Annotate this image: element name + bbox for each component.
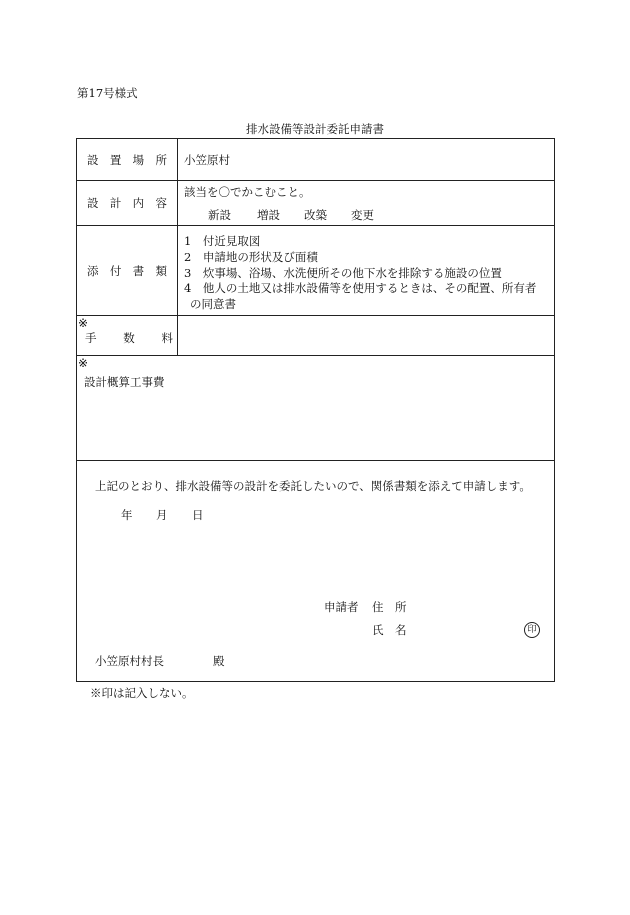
applicant-address-label: 住 所 — [372, 600, 407, 614]
fee-value-field[interactable] — [179, 324, 549, 352]
application-form-table — [76, 138, 555, 682]
row-divider — [77, 315, 554, 316]
document-title: 排水設備等設計委託申請書 — [246, 122, 384, 136]
location-label: 設 置 場 所 — [87, 153, 167, 167]
column-divider — [177, 139, 178, 355]
attachment-item-1: 1 付近見取図 — [184, 234, 261, 248]
design-content-label: 設 計 内 容 — [87, 196, 167, 210]
attachment-item-2: 2 申請地の形状及び面積 — [184, 250, 318, 264]
date-month: 月 — [156, 508, 168, 522]
declaration-text: 上記のとおり、排水設備等の設計を委託したいので、関係書類を添えて申請します。 — [95, 479, 531, 493]
attachment-item-3: 3 炊事場、浴場、水洗便所その他下水を排除する施設の位置 — [184, 266, 502, 280]
footnote: ※印は記入しない。 — [90, 686, 194, 700]
option-new: 新設 — [208, 208, 231, 222]
design-instruction: 該当を〇でかこむこと。 — [184, 185, 311, 199]
fee-mark: ※ — [78, 316, 89, 330]
estimated-cost-field[interactable] — [84, 391, 544, 453]
option-renovation: 改築 — [304, 208, 327, 222]
applicant-role: 申請者 — [324, 600, 359, 614]
seal-mark: 印 — [524, 622, 540, 638]
form-number: 第17号様式 — [77, 86, 138, 100]
row-divider — [77, 180, 554, 181]
date-day: 日 — [192, 508, 204, 522]
attachment-item-4-cont: の同意書 — [190, 297, 236, 311]
row-divider — [77, 355, 554, 356]
row-divider — [77, 460, 554, 461]
attachment-item-4: 4 他人の土地又は排水設備等を使用するときは、その配置、所有者 — [184, 281, 537, 295]
addressee-name: 小笠原村村長 — [95, 654, 164, 668]
date-year: 年 — [121, 508, 133, 522]
cost-mark: ※ — [78, 356, 89, 370]
attachments-label: 添 付 書 類 — [87, 264, 167, 278]
location-value: 小笠原村 — [184, 153, 230, 167]
row-divider — [77, 225, 554, 226]
option-extension: 増設 — [257, 208, 280, 222]
fee-label: 手 数 料 — [85, 331, 173, 345]
addressee-honorific: 殿 — [213, 654, 225, 668]
estimated-cost-label: 設計概算工事費 — [84, 375, 165, 389]
applicant-name-label: 氏 名 — [372, 623, 407, 637]
option-change: 変更 — [351, 208, 374, 222]
